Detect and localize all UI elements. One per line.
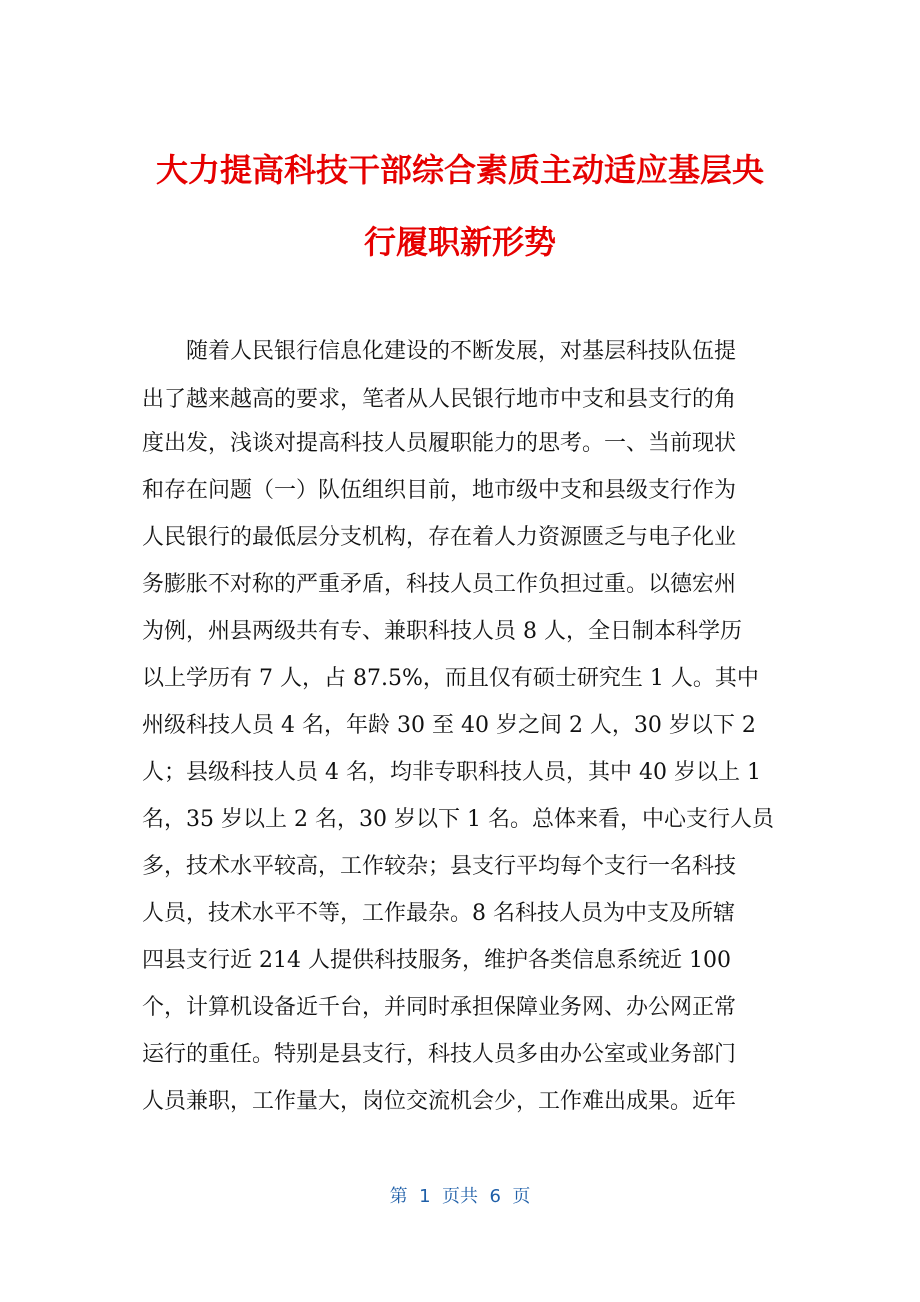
body-line-16: 运行的重任。特别是县支行，科技人员多由办公室或业务部门 bbox=[142, 1042, 737, 1067]
document-title-line-1: 大力提高科技干部综合素质主动适应基层央 bbox=[155, 151, 764, 189]
body-line-17: 人员兼职，工作量大，岗位交流机会少，工作难出成果。近年 bbox=[142, 1089, 737, 1114]
body-line-12: 多，技术水平较高，工作较杂；县支行平均每个支行一名科技 bbox=[142, 854, 737, 879]
document-title-line-2: 行履职新形势 bbox=[363, 223, 556, 261]
body-line-6: 务膨胀不对称的严重矛盾，科技人员工作负担过重。以德宏州 bbox=[142, 572, 737, 597]
page-number-footer: 第 1 页共 6 页 bbox=[389, 1186, 531, 1207]
body-line-4: 和存在问题（一）队伍组织目前，地市级中支和县级支行作为 bbox=[142, 478, 737, 503]
body-line-7: 为例，州县两级共有专、兼职科技人员 8 人，全日制本科学历 bbox=[142, 619, 742, 644]
body-line-11: 名，35 岁以上 2 名，30 岁以下 1 名。总体来看，中心支行人员 bbox=[142, 807, 774, 832]
body-line-1: 随着人民银行信息化建设的不断发展，对基层科技队伍提 bbox=[186, 339, 737, 364]
body-line-14: 四县支行近 214 人提供科技服务，维护各类信息系统近 100 bbox=[142, 948, 731, 973]
body-line-3: 度出发，浅谈对提高科技人员履职能力的思考。一、当前现状 bbox=[142, 431, 737, 456]
body-line-8: 以上学历有 7 人，占 87.5%，而且仅有硕士研究生 1 人。其中 bbox=[142, 666, 759, 691]
body-line-9: 州级科技人员 4 名，年龄 30 至 40 岁之间 2 人，30 岁以下 2 bbox=[142, 713, 756, 738]
body-line-13: 人员，技术水平不等，工作最杂。8 名科技人员为中支及所辖 bbox=[142, 901, 735, 926]
body-line-5: 人民银行的最低层分支机构，存在着人力资源匮乏与电子化业 bbox=[142, 525, 737, 550]
body-line-15: 个，计算机设备近千台，并同时承担保障业务网、办公网正常 bbox=[142, 995, 737, 1020]
body-line-10: 人；县级科技人员 4 名，均非专职科技人员，其中 40 岁以上 1 bbox=[142, 760, 761, 785]
body-line-2: 出了越来越高的要求，笔者从人民银行地市中支和县支行的角 bbox=[142, 387, 737, 412]
